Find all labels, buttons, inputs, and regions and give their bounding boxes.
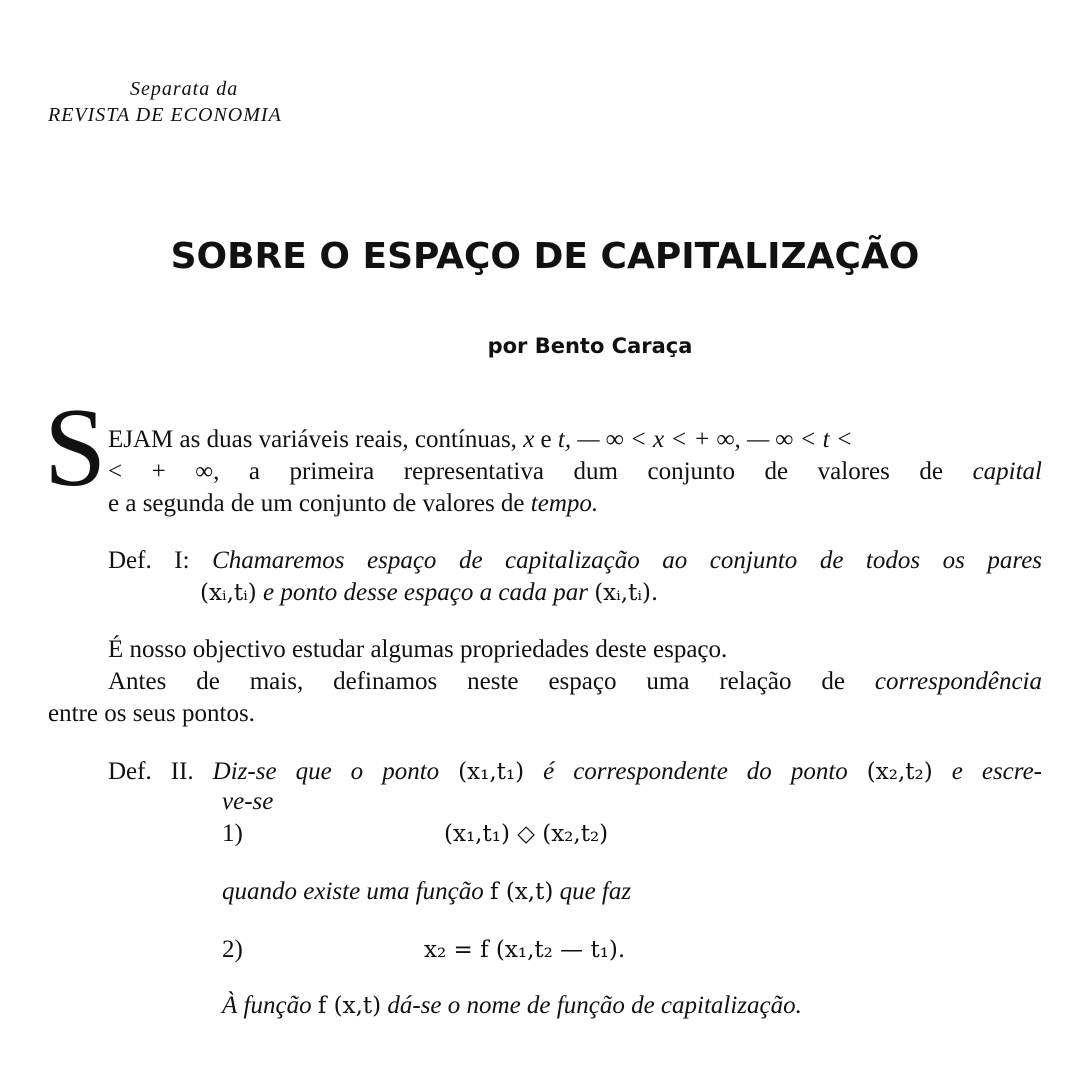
word-tempo: tempo. [530,490,599,517]
final-text-2: dá-se o nome de função de capitalização. [387,992,802,1019]
point-1: (x₁,t₁) [458,759,525,785]
inequality: — ∞ < x < + ∞, — ∞ < t < [577,426,853,453]
def1-text-2: e ponto desse espaço a cada par [262,579,588,606]
intro-line-1 [108,424,853,456]
condition-line [222,876,631,908]
para2-text: Antes de mais, definamos neste espaço uma relação de [108,668,845,695]
intro-text-2: < + ∞, a primeira representativa dum conjunto de valores de [108,458,944,485]
def2-text-2: é correspondente do ponto [543,758,848,785]
drop-cap: S [44,386,107,510]
def2-line-1 [108,756,1042,788]
def2-text-3: e escre- [951,758,1042,785]
intro-line-2 [108,456,1042,488]
journal-header [48,76,282,128]
equation-2: x₂ = f (x₁,t₂ — t₁). [424,937,626,963]
equation-1-number: 1) [222,820,243,847]
var-t: t, [557,426,572,453]
def1-label: Def. I: [108,547,190,574]
intro-and: e [540,426,552,453]
header-line-2: REVISTA DE ECONOMIA [48,104,282,126]
def1-pair-2: (xᵢ,tᵢ). [594,580,659,606]
final-text: À função [222,992,312,1019]
intro-line-3 [108,488,598,520]
function-f-2: f (x,t) [317,993,382,1019]
word-correspondencia: correspondência [874,668,1042,695]
def1-line-2 [200,577,658,609]
var-x: x [523,426,535,453]
header-line-1: Separata da [130,78,239,100]
para2-line-2 [108,666,1042,698]
page-title: SOBRE O ESPAÇO DE CAPITALIZAÇÃO [170,236,920,277]
condition-text-2: que faz [559,878,632,905]
equation-2-number: 2) [222,936,243,963]
def2-text: Diz-se que o ponto [212,758,440,785]
intro-text: EJAM as duas variáveis reais, contínuas, [108,426,517,453]
def1-text: Chamaremos espaço de capitalização ao conjunto de todos os pares [212,547,1043,574]
def2-label: Def. II. [108,758,194,785]
author-byline: por Bento Caraça [487,334,693,358]
function-f: f (x,t) [490,879,554,905]
def2-line-2: ve-se [222,788,274,815]
def1-line-1 [108,545,1042,577]
final-line [222,990,802,1022]
equation-1: (x₁,t₁) ◇ (x₂,t₂) [444,821,609,847]
point-2: (x₂,t₂) [866,759,933,785]
word-capital: capital [972,458,1042,485]
para2-line-1: É nosso objectivo estudar algumas propriedades deste espaço. [108,636,728,663]
para2-line-3: entre os seus pontos. [48,700,255,727]
intro-text-3: e a segunda de um conjunto de valores de [108,490,525,517]
condition-text: quando existe uma função [222,878,484,905]
def1-pair: (xᵢ,tᵢ) [200,580,257,606]
